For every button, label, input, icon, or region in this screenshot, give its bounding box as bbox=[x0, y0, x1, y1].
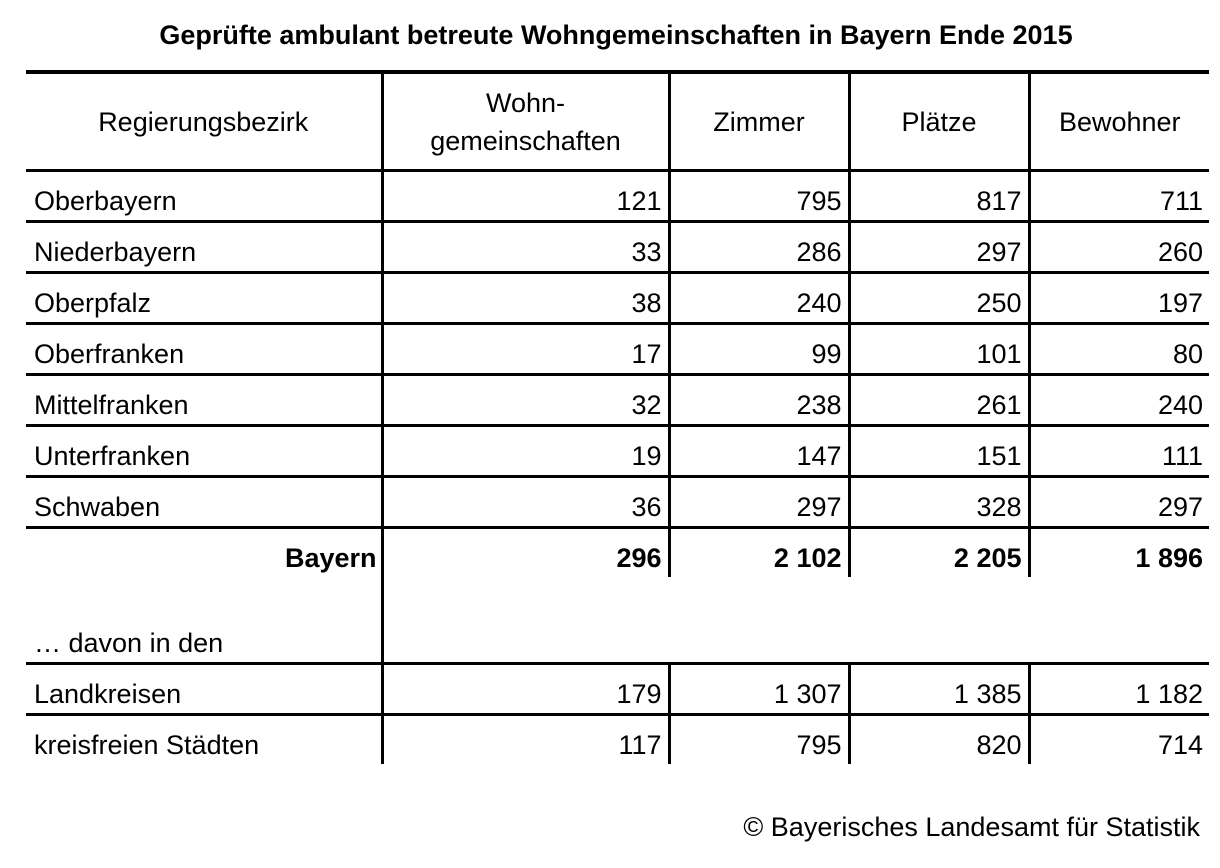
header-wg-line2: gemeinschaften bbox=[430, 125, 621, 156]
cell-bewohner: 711 bbox=[1029, 171, 1209, 222]
table-title: Geprüfte ambulant betreute Wohngemeinschaften in Bayern Ende 2015 bbox=[159, 20, 1073, 50]
table-row bbox=[26, 426, 1209, 477]
cell-plaetze: 151 bbox=[849, 426, 1029, 477]
total-bewohner: 1 896 bbox=[1029, 528, 1209, 578]
cell-bewohner: 297 bbox=[1029, 477, 1209, 528]
cell-wg: 38 bbox=[382, 273, 669, 324]
cell-plaetze: 250 bbox=[849, 273, 1029, 324]
cell-plaetze: 297 bbox=[849, 222, 1029, 273]
davon-label: … davon in den bbox=[26, 577, 382, 664]
row-name: Niederbayern bbox=[26, 222, 382, 273]
cell-bewohner: 197 bbox=[1029, 273, 1209, 324]
row-name: Oberpfalz bbox=[26, 273, 382, 324]
cell-wg: 121 bbox=[382, 171, 669, 222]
total-wg: 296 bbox=[382, 528, 669, 578]
total-plaetze: 2 205 bbox=[849, 528, 1029, 578]
cell-plaetze: 1 385 bbox=[849, 664, 1029, 715]
cell-plaetze: 261 bbox=[849, 375, 1029, 426]
cell-bewohner: 111 bbox=[1029, 426, 1209, 477]
davon-spacer bbox=[382, 577, 1209, 664]
header-plaetze: Plätze bbox=[849, 72, 1029, 171]
cell-zimmer: 297 bbox=[669, 477, 849, 528]
header-wohngemeinschaften bbox=[382, 72, 669, 171]
cell-zimmer: 99 bbox=[669, 324, 849, 375]
table-row bbox=[26, 273, 1209, 324]
davon-row bbox=[26, 577, 1209, 664]
table-row bbox=[26, 222, 1209, 273]
cell-zimmer: 238 bbox=[669, 375, 849, 426]
header-zimmer: Zimmer bbox=[669, 72, 849, 171]
data-table bbox=[26, 70, 1209, 764]
row-name: kreisfreien Städten bbox=[34, 730, 260, 760]
cell-wg: 33 bbox=[382, 222, 669, 273]
cell-zimmer: 1 307 bbox=[669, 664, 849, 715]
cell-bewohner: 260 bbox=[1029, 222, 1209, 273]
cell-wg: 36 bbox=[382, 477, 669, 528]
row-name: Landkreisen bbox=[26, 664, 382, 715]
cell-wg: 17 bbox=[382, 324, 669, 375]
row-name: Schwaben bbox=[26, 477, 382, 528]
row-name: Oberfranken bbox=[26, 324, 382, 375]
header-region: Regierungsbezirk bbox=[26, 72, 382, 171]
row-name: Unterfranken bbox=[26, 426, 382, 477]
cell-plaetze: 328 bbox=[849, 477, 1029, 528]
row-name: Oberbayern bbox=[26, 171, 382, 222]
cell-bewohner: 714 bbox=[1029, 715, 1209, 765]
table-row bbox=[26, 664, 1209, 715]
cell-zimmer: 286 bbox=[669, 222, 849, 273]
table-row bbox=[26, 715, 1209, 765]
cell-wg: 19 bbox=[382, 426, 669, 477]
cell-zimmer: 147 bbox=[669, 426, 849, 477]
table-row bbox=[26, 171, 1209, 222]
cell-plaetze: 820 bbox=[849, 715, 1029, 765]
table-row bbox=[26, 477, 1209, 528]
cell-bewohner: 240 bbox=[1029, 375, 1209, 426]
total-name: Bayern bbox=[284, 543, 377, 573]
cell-bewohner: 1 182 bbox=[1029, 664, 1209, 715]
total-row bbox=[26, 528, 1209, 578]
cell-wg: 117 bbox=[382, 715, 669, 765]
cell-bewohner: 80 bbox=[1029, 324, 1209, 375]
cell-plaetze: 101 bbox=[849, 324, 1029, 375]
header-bewohner: Bewohner bbox=[1029, 72, 1209, 171]
cell-zimmer: 240 bbox=[669, 273, 849, 324]
table-row bbox=[26, 324, 1209, 375]
cell-wg: 179 bbox=[382, 664, 669, 715]
row-name: Mittelfranken bbox=[26, 375, 382, 426]
cell-zimmer: 795 bbox=[669, 715, 849, 765]
header-wg-line1: Wohn- bbox=[485, 87, 566, 118]
source-credit: © Bayerisches Landesamt für Statistik bbox=[743, 812, 1200, 842]
cell-wg: 32 bbox=[382, 375, 669, 426]
cell-plaetze: 817 bbox=[849, 171, 1029, 222]
table-row bbox=[26, 375, 1209, 426]
cell-zimmer: 795 bbox=[669, 171, 849, 222]
header-row bbox=[26, 72, 1209, 171]
total-zimmer: 2 102 bbox=[669, 528, 849, 578]
